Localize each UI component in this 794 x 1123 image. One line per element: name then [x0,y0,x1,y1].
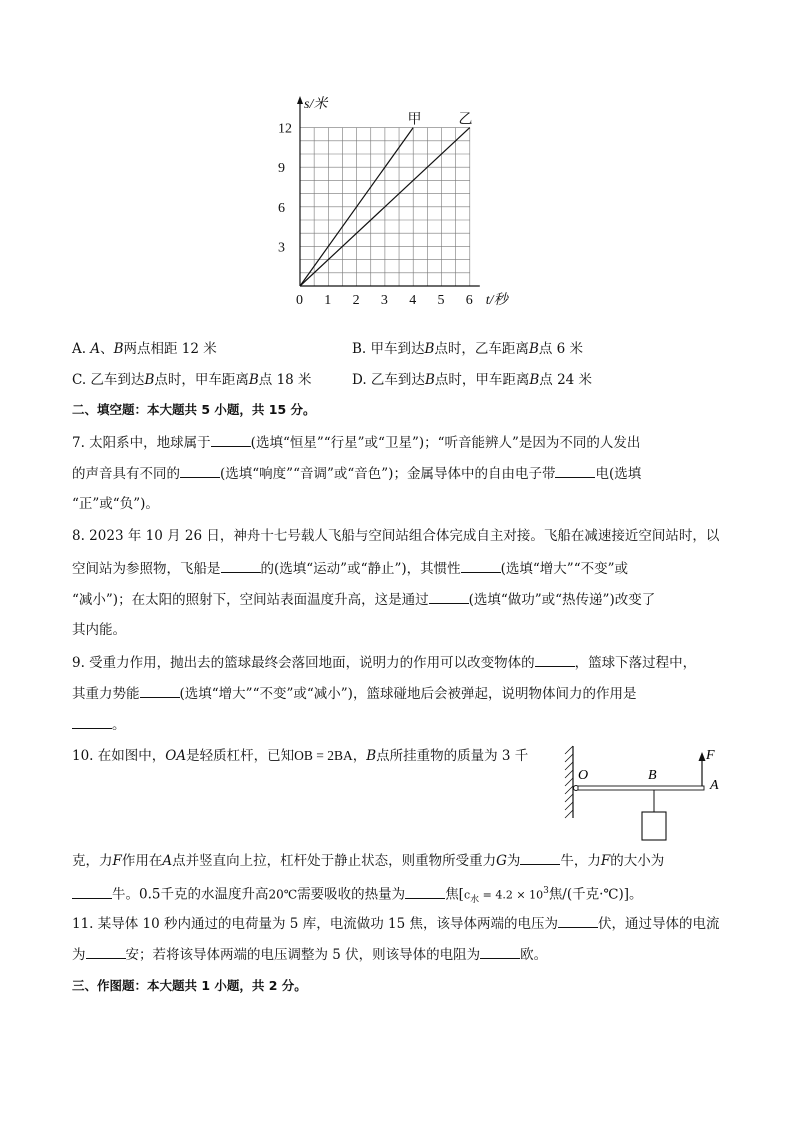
st-graph [268,92,528,312]
option-b-prefix: B. 甲车到达 [352,341,425,357]
q8-line2: 空间站为参照物，飞船是 的(选填“运动”或“静止”)，其惯性 (选填“增大”“不变”或 [72,558,628,579]
option-b-tail: 点 6 米 [538,341,584,357]
x-tick-label: 1 [324,293,332,308]
q11-line2: 为 安；若将该导体两端的电压调整为 5 伏，则该导体的电阻为 欧。 [72,944,547,965]
q10-blank-2[interactable] [72,884,112,899]
force-arrow-head-icon [699,752,706,761]
q8-blank-1[interactable] [221,558,261,573]
q10-blank-1[interactable] [520,850,560,865]
option-b[interactable]: B. 甲车到达B点时，乙车距离B点 6 米 [352,341,584,357]
y-tick-label: 12 [278,121,292,137]
label-a: A [710,778,719,793]
q9-line1: 9. 受重力作用，抛出去的篮球最终会落回地面，说明力的作用可以改变物体的 ，篮球下落过程中， [72,652,696,673]
option-d[interactable]: D. 乙车到达B点时，甲车距离B点 24 米 [352,372,593,388]
y-tick-label: 3 [278,240,285,256]
option-d-prefix: D. 乙车到达 [352,372,425,388]
q8-line4: 其内能。 [72,622,126,638]
section-3-heading: 三、作图题：本大题共 1 小题，共 2 分。 [72,978,307,993]
q11-line1: 11. 某导体 10 秒内通过的电荷量为 5 库，电流做功 15 焦，该导体两端的电压为 伏，通过导体的电流 [72,913,719,934]
lever-diagram [556,742,731,842]
x-tick-label: 3 [380,293,388,308]
option-a-points: A [90,341,101,357]
x-axis-title: t/秒 [485,293,508,308]
q7-line1: 7. 太阳系中，地球属于 (选填“恒星”“行星”或“卫星”)；“听音能辨人”是因为不同的人发出 [72,432,640,453]
label-o: O [578,768,589,783]
option-b-text: 点时，乙车距离 [434,341,529,357]
y-tick-label: 9 [278,161,285,177]
q10-line2: 克，力F作用在A点并竖直向上拉，杠杆处于静止状态，则重物所受重力G为 牛，力F的大小为 [72,850,664,871]
graph-axes [297,96,480,286]
q10-line1: 10. 在如图中，OA是轻质杠杆，已知OB = 2BA，B点所挂重物的质量为 3 千 [72,748,529,764]
weight-block [642,812,666,840]
q10-blank-3[interactable] [405,884,445,899]
label-b: B [648,768,657,783]
line-label-jia: 甲 [407,112,422,128]
option-c[interactable]: C. 乙车到达B点时，甲车距离B点 18 米 [72,372,312,388]
option-c-text: 点时，甲车距离 [154,372,249,388]
x-tick-label: 4 [409,293,417,308]
q9-line2: 其重力势能 (选填“增大”“不变”或“减小”)，篮球碰地后会被弹起，说明物体间力的作用是 [72,683,636,704]
x-tick-label: 5 [437,293,445,308]
q9-blank-2[interactable] [140,683,180,698]
q7-blank-2[interactable] [180,463,220,478]
q10-line3: 牛。0.5千克的水温度升高20℃需要吸收的热量为 焦[$c_水 = 4.2 \times 10^3$焦/(千克·℃)]。 [72,881,643,910]
x-tick-label: 0 [296,293,303,308]
q8-line3: “减小”)；在太阳的照射下，空间站表面温度升高，这是通过 (选填“做功”或“热传递”)改变了 [72,589,655,610]
q11-blank-1[interactable] [558,913,598,928]
q9-line3: 。 [72,714,126,735]
x-tick-label: 2 [352,293,360,308]
option-c-tail: 点 18 米 [258,372,312,388]
label-f: F [706,748,715,763]
option-d-tail: 点 24 米 [539,372,593,388]
y-tick-label: 6 [278,200,285,216]
wall-hatch [565,746,573,818]
q11-blank-2[interactable] [86,944,126,959]
option-a-prefix: A. [72,341,91,357]
y-axis-arrow-icon [297,96,303,104]
q8-blank-2[interactable] [461,558,501,573]
line-label-yi: 乙 [458,112,473,128]
option-a-text: 两点相距 12 米 [123,341,217,357]
y-axis-title: s/米 [304,97,328,112]
q9-blank-1[interactable] [535,652,575,667]
q9-blank-3[interactable] [72,714,112,729]
q7-line2: 的声音具有不同的 (选填“响度”“音调”或“音色”)；金属导体中的自由电子带 电(选填 [72,463,641,484]
lever-bar [578,786,704,790]
q8-line1: 8. 2023 年 10 月 26 日，神舟十七号载人飞船与空间站组合体完成自主对接。飞船在减速接近空间站时，以 [72,528,720,544]
section-2-heading: 二、填空题：本大题共 5 小题，共 15 分。 [72,402,316,417]
q7-blank-3[interactable] [555,463,595,478]
option-d-text: 点时，甲车距离 [434,372,530,388]
q7-line3: “正”或“负”)。 [72,496,159,512]
option-a[interactable]: A. A、B两点相距 12 米 [72,341,217,357]
q8-blank-3[interactable] [429,589,469,604]
x-tick-label: 6 [465,293,473,308]
q7-blank-1[interactable] [211,432,251,447]
option-c-prefix: C. 乙车到达 [72,372,145,388]
q11-blank-3[interactable] [480,944,520,959]
